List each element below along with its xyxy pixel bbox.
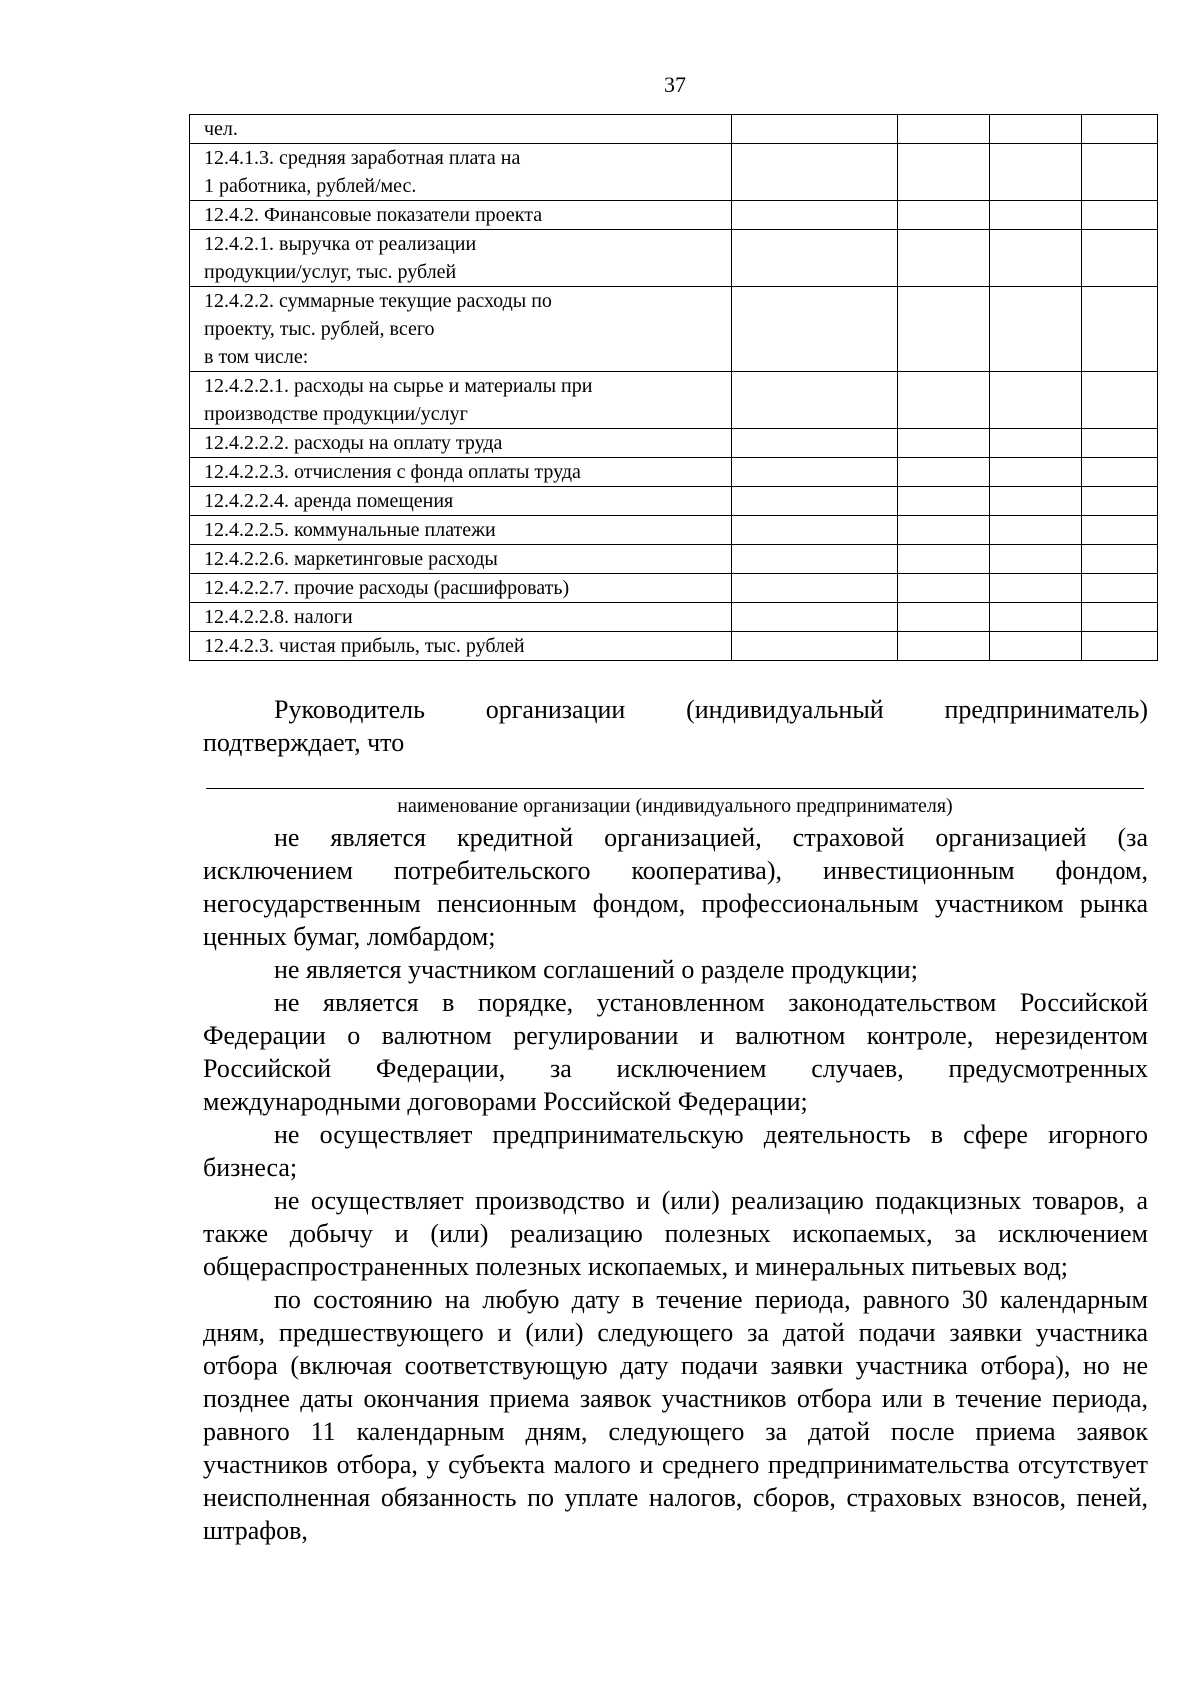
value-cell[interactable] [732, 516, 898, 545]
page-number: 37 [664, 72, 686, 97]
value-cell[interactable] [898, 115, 990, 144]
value-cell[interactable] [732, 429, 898, 458]
indicator-label: 12.4.2.2.2. расходы на оплату труда [190, 429, 732, 458]
value-cell[interactable] [898, 230, 990, 287]
value-cell[interactable] [1082, 287, 1158, 372]
value-cell[interactable] [898, 372, 990, 429]
value-cell[interactable] [898, 487, 990, 516]
value-cell[interactable] [1082, 144, 1158, 201]
value-cell[interactable] [898, 287, 990, 372]
value-cell[interactable] [732, 287, 898, 372]
indicator-label: 12.4.2.3. чистая прибыль, тыс. рублей [190, 632, 732, 661]
value-cell[interactable] [990, 230, 1082, 287]
value-cell[interactable] [990, 115, 1082, 144]
table-row [190, 603, 1158, 632]
indicator-label: 12.4.2.2.6. маркетинговые расходы [190, 545, 732, 574]
value-cell[interactable] [1082, 487, 1158, 516]
value-cell[interactable] [898, 603, 990, 632]
declaration-paragraph: не осуществляет производство и (или) реализацию подакцизных товаров, а также добычу и (или) реализацию полезных ископаемых, за исключением общераспространенных полезных ископаемых, и минеральных питьевых вод; [203, 1186, 1148, 1281]
value-cell[interactable] [990, 429, 1082, 458]
value-cell[interactable] [1082, 545, 1158, 574]
table-row [190, 144, 1158, 201]
value-cell[interactable] [732, 230, 898, 287]
declaration-paragraph: по состоянию на любую дату в течение периода, равного 30 календарным дням, предшествующего и (или) следующего за датой подачи заявки участника отбора (включая соответствующую дату подачи заявки участника отбора), но не позднее даты окончания приема заявок участников отбора или в течение периода, равного 11 календарным дням, следующего за датой после приема заявок участников отбора, у субъекта малого и среднего предпринимательства отсутствует неисполненная обязанность по уплате налогов, сборов, страховых взносов, пеней, штрафов, [203, 1285, 1148, 1545]
value-cell[interactable] [732, 487, 898, 516]
table-row [190, 429, 1158, 458]
value-cell[interactable] [1082, 115, 1158, 144]
value-cell[interactable] [990, 632, 1082, 661]
intro-paragraph [203, 693, 1148, 759]
value-cell[interactable] [898, 429, 990, 458]
value-cell[interactable] [732, 603, 898, 632]
value-cell[interactable] [1082, 201, 1158, 230]
value-cell[interactable] [1082, 516, 1158, 545]
value-cell[interactable] [990, 603, 1082, 632]
value-cell[interactable] [898, 632, 990, 661]
table-row [190, 115, 1158, 144]
value-cell[interactable] [732, 201, 898, 230]
declaration-paragraph: не осуществляет предпринимательскую деятельность в сфере игорного бизнеса; [203, 1120, 1148, 1182]
value-cell[interactable] [1082, 458, 1158, 487]
value-cell[interactable] [898, 516, 990, 545]
indicator-label: чел. [190, 115, 732, 144]
declarations-text [203, 821, 1148, 1547]
indicator-label: 12.4.2.2.5. коммунальные платежи [190, 516, 732, 545]
value-cell[interactable] [898, 144, 990, 201]
value-cell[interactable] [732, 545, 898, 574]
value-cell[interactable] [898, 545, 990, 574]
value-cell[interactable] [1082, 372, 1158, 429]
value-cell[interactable] [990, 144, 1082, 201]
organization-name-blank-line[interactable] [206, 788, 1144, 789]
table-row [190, 487, 1158, 516]
indicator-label: 12.4.2.2.1. расходы на сырье и материалы при производстве продукции/услуг [190, 372, 732, 429]
indicators-table [189, 114, 1158, 661]
value-cell[interactable] [732, 144, 898, 201]
value-cell[interactable] [1082, 574, 1158, 603]
indicator-label: 12.4.2.2.7. прочие расходы (расшифровать) [190, 574, 732, 603]
value-cell[interactable] [1082, 632, 1158, 661]
value-cell[interactable] [990, 516, 1082, 545]
indicator-label: 12.4.2. Финансовые показатели проекта [190, 201, 732, 230]
value-cell[interactable] [898, 574, 990, 603]
value-cell[interactable] [1082, 429, 1158, 458]
value-cell[interactable] [898, 458, 990, 487]
value-cell[interactable] [990, 201, 1082, 230]
value-cell[interactable] [732, 115, 898, 144]
declaration-paragraph: не является кредитной организацией, страховой организацией (за исключением потребительского кооператива), инвестиционным фондом, негосударственным пенсионным фондом, профессиональным участником рынка ценных бумаг, ломбардом; [203, 823, 1148, 951]
table-row [190, 516, 1158, 545]
value-cell[interactable] [732, 632, 898, 661]
value-cell[interactable] [990, 372, 1082, 429]
value-cell[interactable] [990, 545, 1082, 574]
organization-name-caption: наименование организации (индивидуального предпринимателя) [397, 795, 953, 817]
value-cell[interactable] [1082, 603, 1158, 632]
value-cell[interactable] [732, 458, 898, 487]
table-row [190, 372, 1158, 429]
table-row [190, 632, 1158, 661]
indicator-label: 12.4.2.2. суммарные текущие расходы по проекту, тыс. рублей, всего в том числе: [190, 287, 732, 372]
value-cell[interactable] [990, 287, 1082, 372]
value-cell[interactable] [898, 201, 990, 230]
indicator-label: 12.4.1.3. средняя заработная плата на 1 работника, рублей/мес. [190, 144, 732, 201]
intro-line-1: Руководитель организации (индивидуальный предприниматель) [274, 695, 1148, 724]
indicator-label: 12.4.2.2.4. аренда помещения [190, 487, 732, 516]
table-row [190, 287, 1158, 372]
indicator-label: 12.4.2.2.3. отчисления с фонда оплаты труда [190, 458, 732, 487]
table-row [190, 545, 1158, 574]
intro-line-2: подтверждает, что [203, 728, 405, 757]
table-row [190, 201, 1158, 230]
declaration-paragraph: не является в порядке, установленном законодательством Российской Федерации о валютном регулировании и валютном контроле, нерезидентом Российской Федерации, за исключением случаев, предусмотренных международными договорами Российской Федерации; [203, 988, 1148, 1116]
value-cell[interactable] [732, 372, 898, 429]
value-cell[interactable] [1082, 230, 1158, 287]
indicator-label: 12.4.2.2.8. налоги [190, 603, 732, 632]
declaration-paragraph: не является участником соглашений о разделе продукции; [274, 955, 918, 984]
table-row [190, 458, 1158, 487]
table-row [190, 574, 1158, 603]
table-row [190, 230, 1158, 287]
value-cell[interactable] [990, 574, 1082, 603]
indicator-label: 12.4.2.1. выручка от реализации продукции/услуг, тыс. рублей [190, 230, 732, 287]
value-cell[interactable] [990, 487, 1082, 516]
value-cell[interactable] [732, 574, 898, 603]
value-cell[interactable] [990, 458, 1082, 487]
